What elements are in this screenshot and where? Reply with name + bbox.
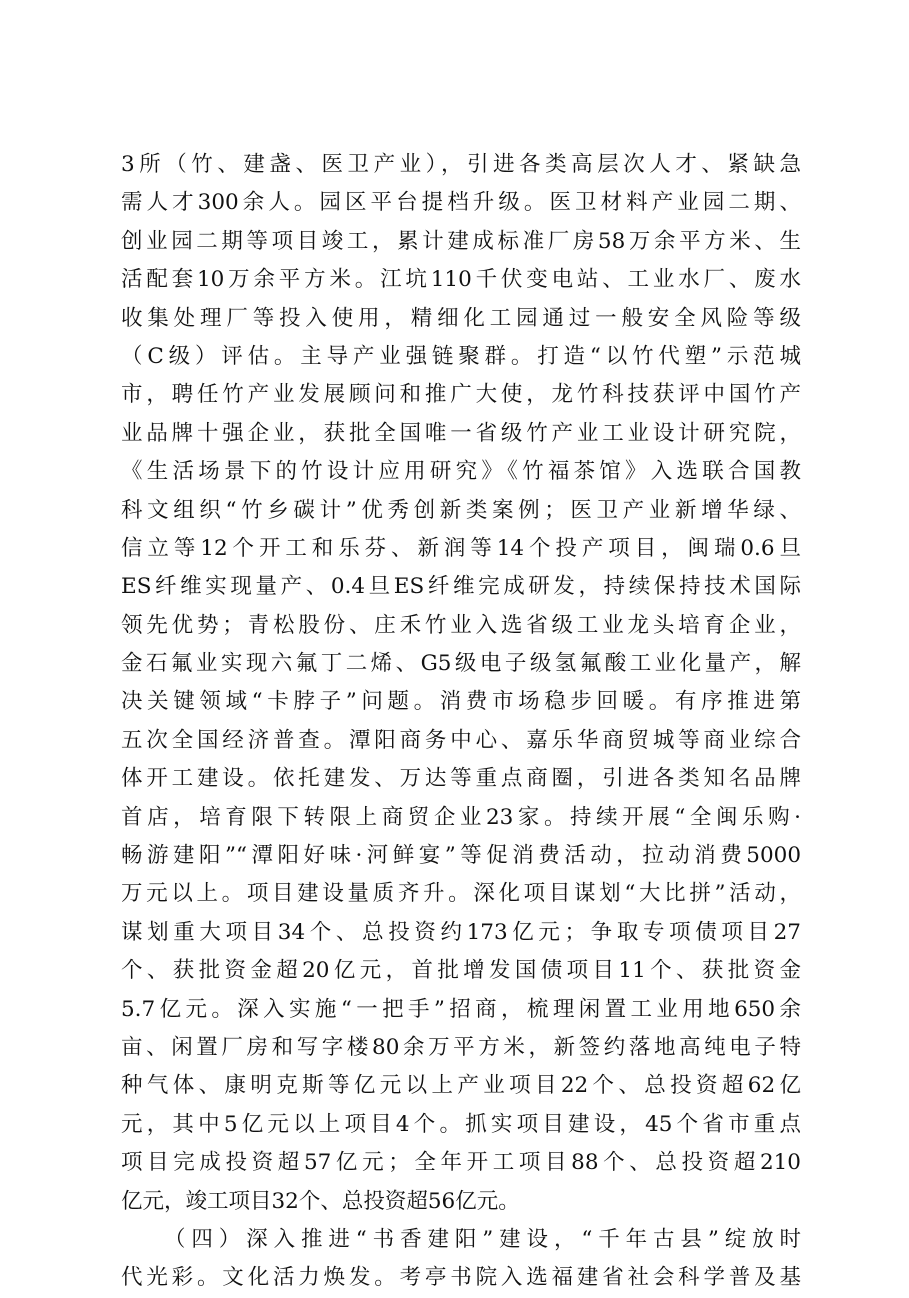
text-line-12: ES纤维实现量产、0.4旦ES纤维完成研发，持续保持技术国际: [121, 574, 801, 600]
text-line-23: 5.7亿元。深入实施“一把手”招商，梳理闲置工业用地650余: [121, 996, 801, 1022]
text-line-27: 项目完成投资超57亿元；全年开工项目88个、总投资超210: [121, 1150, 801, 1176]
text-line-28: 亿元，竣工项目32个、总投资超56亿元。: [121, 1188, 520, 1214]
text-line-5: 收集处理厂等投入使用，精细化工园通过一般安全风险等级: [121, 305, 801, 331]
text-line-4: 活配套10万余平方米。江坑110千伏变电站、工业水厂、废水: [121, 267, 801, 293]
text-line-20: 万元以上。项目建设量质齐升。深化项目谋划“大比拼”活动，: [121, 881, 801, 907]
text-line-19: 畅游建阳”“潭阳好味·河鲜宴”等促消费活动，拉动消费5000: [121, 843, 801, 869]
text-line-10: 科文组织“竹乡碳计”优秀创新类案例；医卫产业新增华绿、: [121, 497, 801, 523]
text-line-9: 《生活场景下的竹设计应用研究》《竹福茶馆》入选联合国教: [121, 459, 801, 485]
text-line-17: 体开工建设。依托建发、万达等重点商圈，引进各类知名品牌: [121, 766, 801, 792]
body-text: [121, 146, 801, 1298]
text-line-16: 五次全国经济普查。潭阳商务中心、嘉乐华商贸城等商业综合: [121, 727, 801, 753]
text-line-13: 领先优势；青松股份、庄禾竹业入选省级工业龙头培育企业，: [121, 612, 801, 638]
text-line-24: 亩、闲置厂房和写字楼80余万平方米，新签约落地高纯电子特: [121, 1034, 801, 1060]
text-line-22: 个、获批资金超20亿元，首批增发国债项目11个、获批资金: [121, 958, 801, 984]
text-line-15: 决关键领域“卡脖子”问题。消费市场稳步回暖。有序推进第: [121, 689, 801, 715]
section-heading-line: （四）深入推进“书香建阳”建设，“千年古县”绽放时: [164, 1226, 801, 1252]
text-line-21: 谋划重大项目34个、总投资约173亿元；争取专项债项目27: [121, 919, 801, 945]
section-text-line: 代光彩。文化活力焕发。考亭书院入选福建省社会科学普及基: [121, 1265, 801, 1291]
text-line-2: 需人才300余人。园区平台提档升级。医卫材料产业园二期、: [121, 190, 801, 216]
text-line-1: 3所（竹、建盏、医卫产业），引进各类高层次人才、紧缺急: [121, 152, 801, 177]
text-line-6: （C级）评估。主导产业强链聚群。打造“以竹代塑”示范城: [121, 343, 801, 369]
text-line-11: 信立等12个开工和乐芬、新润等14个投产项目，闽瑞0.6旦: [121, 535, 801, 561]
text-line-14: 金石氟业实现六氟丁二烯、G5级电子级氢氟酸工业化量产，解: [121, 651, 801, 677]
text-line-7: 市，聘任竹产业发展顾问和推广大使，龙竹科技获评中国竹产: [121, 382, 801, 408]
text-line-26: 元，其中5亿元以上项目4个。抓实项目建设，45个省市重点: [121, 1111, 801, 1137]
text-line-8: 业品牌十强企业，获批全国唯一省级竹产业工业设计研究院，: [121, 420, 801, 446]
text-line-18: 首店，培育限下转限上商贸企业23家。持续开展“全闽乐购·: [121, 804, 801, 830]
text-line-25: 种气体、康明克斯等亿元以上产业项目22个、总投资超62亿: [121, 1073, 801, 1099]
text-line-3: 创业园二期等项目竣工，累计建成标准厂房58万余平方米、生: [121, 228, 801, 254]
